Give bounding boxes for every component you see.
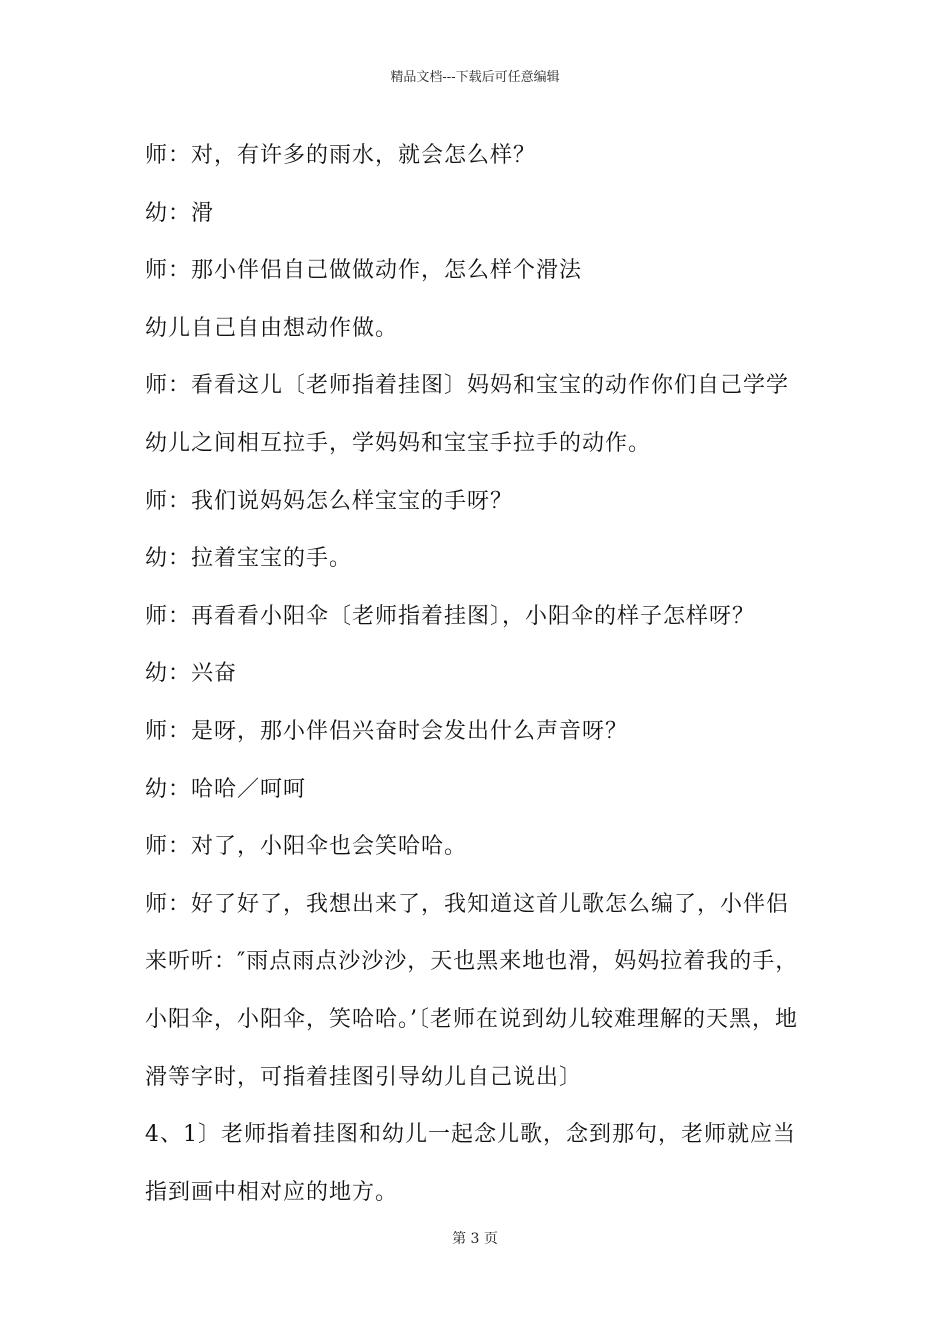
paragraph: 幼儿之间相互拉手，学妈妈和宝宝手拉手的动作。 <box>145 430 652 456</box>
paragraph: 师：我们说妈妈怎么样宝宝的手呀？ <box>145 488 514 514</box>
paragraph: 师：对，有许多的雨水，就会怎么样？ <box>145 143 537 168</box>
paragraph: 4、1〕老师指着挂图和幼儿一起念儿歌，念到那句，老师就应当指到画中相对应的地方。 <box>145 1122 796 1205</box>
page-number: 第 3 页 <box>452 1231 498 1247</box>
paragraph: 幼：哈哈／呵呵 <box>145 776 307 802</box>
paragraph: 幼：兴奋 <box>145 661 238 687</box>
paragraph: 幼儿自己自由想动作做。 <box>145 315 399 341</box>
paragraph: 师：对了，小阳伞也会笑哈哈。 <box>145 834 468 860</box>
paragraph: 师：那小伴侣自己做做动作，怎么样个滑法 <box>145 258 583 284</box>
paragraph: 幼：滑 <box>145 200 215 226</box>
paragraph: 师：再看看小阳伞〔老师指着挂图〕，小阳伞的样子怎样呀？ <box>145 603 756 629</box>
paragraph: 师：是呀，那小伴侣兴奋时会发出什么声音呀？ <box>145 718 629 744</box>
paragraph: 师：好了好了，我想出来了，我知道这首儿歌怎么编了，小伴侣来听听：″雨点雨点沙沙沙，天也黑来地也滑，妈妈拉着我的手，小阳伞，小阳伞，笑哈哈。’〔老师在说到幼儿较难理解的天黑，地滑等字时，可指着挂图引导幼儿自己说出〕 <box>145 891 799 1090</box>
paragraph: 师：看看这儿〔老师指着挂图〕妈妈和宝宝的动作你们自己学学 <box>145 373 790 399</box>
document-body <box>145 127 807 1221</box>
paragraph: 幼：拉着宝宝的手。 <box>145 546 353 572</box>
page-header: 精品文档---下载后可任意编辑 <box>390 70 560 85</box>
